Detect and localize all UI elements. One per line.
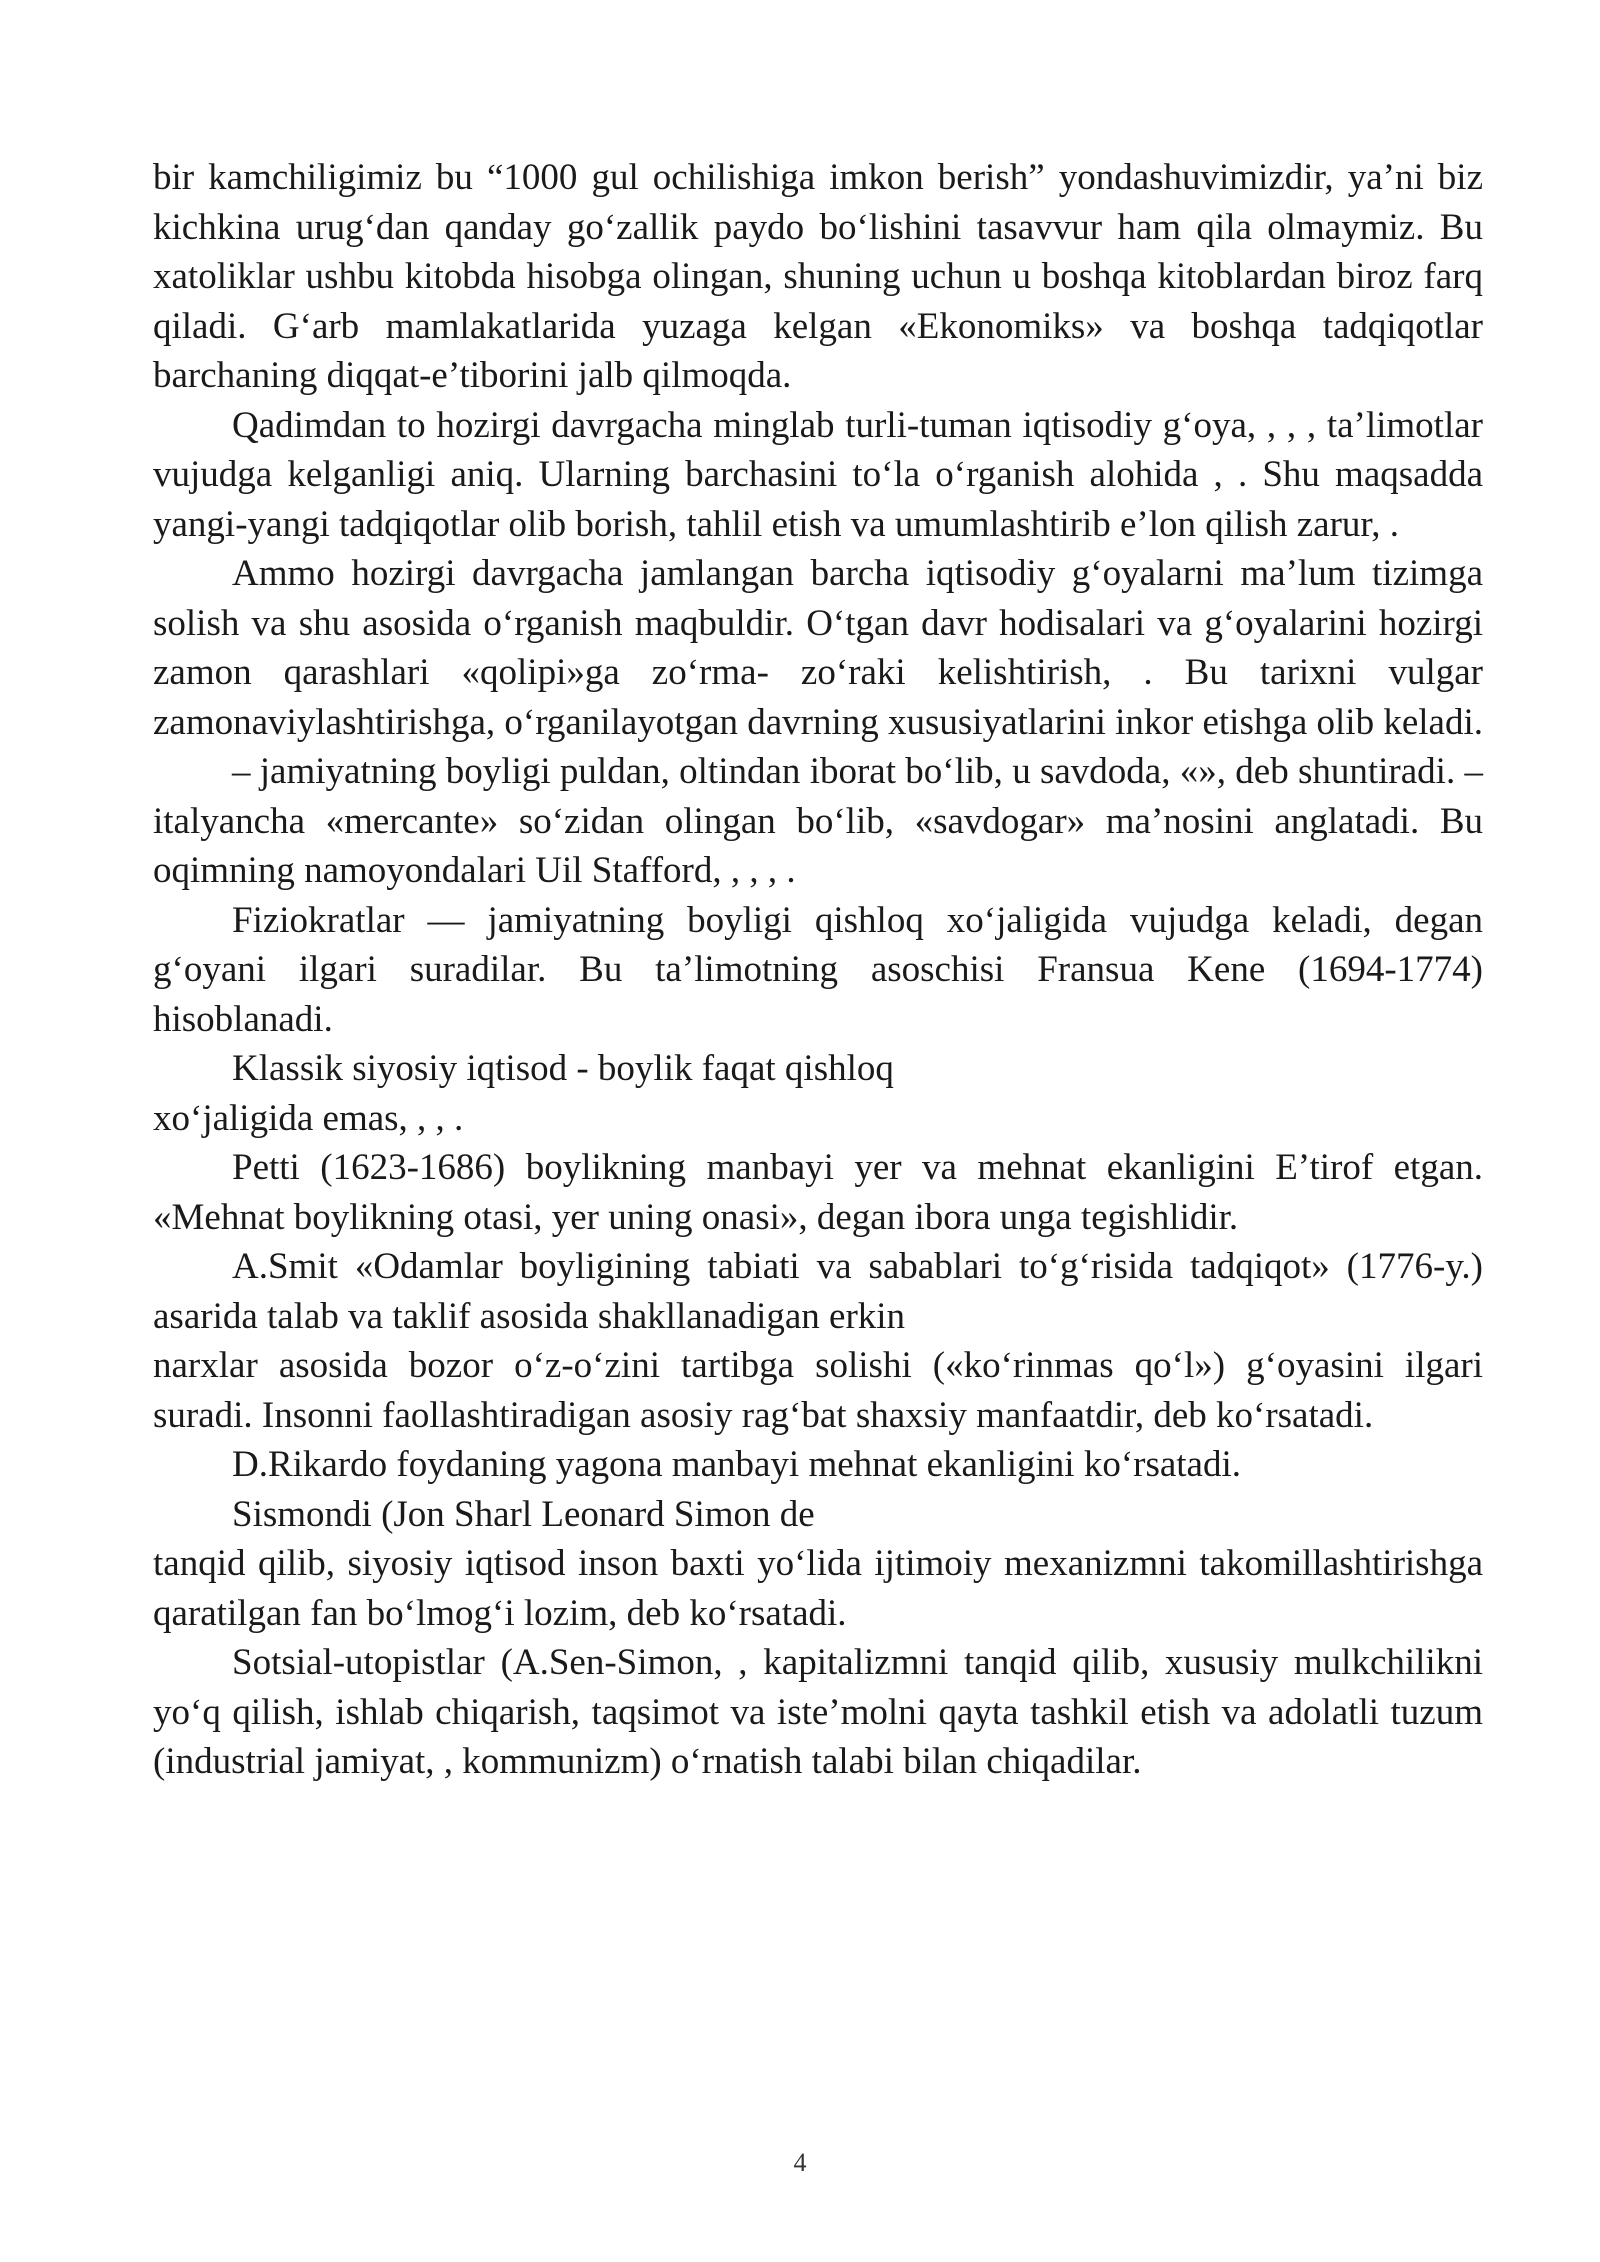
paragraph: narxlar asosida bozor o‘z-o‘zini tartibga solishi («ko‘rinmas qo‘l») g‘oyasini ilgari suradi. Insonni faollashtiradigan asosiy rag‘bat shaxsiy manfaatdir, deb ko‘rsatadi. (153, 1345, 1483, 1436)
document-body (153, 153, 1483, 1787)
paragraph: Fiziokratlar — jamiyatning boyligi qishloq xo‘jaligida vujudga keladi, degan g‘oyani ilgari suradilar. Bu ta’limotning asoschisi Fransua Kene (1694-1774) hisoblanadi. (153, 899, 1483, 1040)
paragraph: – jamiyatning boyligi puldan, oltindan iborat bo‘lib, u savdoda, «», deb shuntiradi. – italyancha «mercante» so‘zidan olingan bo‘lib, «savdogar» ma’nosini anglatadi. Bu oqimning namoyondalari Uil Stafford, , , , . (153, 751, 1483, 891)
paragraph: Sismondi (Jon Sharl Leonard Simon de (232, 1493, 815, 1535)
paragraph: Petti (1623-1686) boylikning manbayi yer va mehnat ekanligini E’tirof etgan. «Mehnat boylikning otasi, yer uning onasi», degan ibora unga tegishlidir. (153, 1147, 1483, 1238)
paragraph: xo‘jaligida emas, , , . (153, 1097, 464, 1139)
paragraph: Sotsial-utopistlar (A.Sen-Simon, , kapitalizmni tanqid qilib, xususiy mulkchilikni yo‘q qilish, ishlab chiqarish, taqsimot va iste’molni qayta tashkil etish va adolatli tuzum (industrial jamiyat, , kommunizm) o‘rnatish talabi bilan chiqadilar. (153, 1642, 1483, 1782)
paragraph: tanqid qilib, siyosiy iqtisod inson baxti yo‘lida ijtimoiy mexanizmni takomillashtirishga qaratilgan fan bo‘lmog‘i lozim, deb ko‘rsatadi. (153, 1543, 1483, 1634)
paragraph: A.Smit «Odamlar boyligining tabiati va sabablari to‘g‘risida tadqiqot» (1776-y.) asarida talab va taklif asosida shakllanadigan erkin (153, 1246, 1483, 1337)
paragraph: Qadimdan to hozirgi davrgacha minglab turli-tuman iqtisodiy g‘oya, , , , ta’limotlar vujudga kelganligi aniq. Ularning barchasini to‘la o‘rganish alohida , . Shu maqsadda yangi-yangi tadqiqotlar olib borish, tahlil etish va umumlashtirib e’lon qilish zarur, . (153, 404, 1483, 545)
paragraph: Ammo hozirgi davrgacha jamlangan barcha iqtisodiy g‘oyalarni ma’lum tizimga solish va shu asosida o‘rganish maqbuldir. O‘tgan davr hodisalari va g‘oyalarini hozirgi zamon qarashlari «qolipi»ga zo‘rma- zo‘raki kelishtirish, . Bu tarixni vulgar zamonaviylashtirishga, o‘rganilayotgan davrning xususiyatlarini inkor etishga olib keladi. (153, 553, 1483, 743)
page-number: 4 (793, 2148, 807, 2177)
paragraph: D.Rikardo foydaning yagona manbayi mehnat ekanligini ko‘rsatadi. (232, 1444, 1242, 1485)
paragraph: bir kamchiligimiz bu “1000 gul ochilishiga imkon berish” yondashuvimizdir, ya’ni biz kichkina urug‘dan qanday go‘zallik paydo bo‘lishini tasavvur ham qila olmaymiz. Bu xatoliklar ushbu kitobda hisobga olingan, shuning uchun u boshqa kitoblardan biroz farq qiladi. G‘arb mamlakatlarida yuzaga kelgan «Ekonomiks» va boshqa tadqiqotlar barchaning diqqat-e’tiborini jalb qilmoqda. (153, 157, 1483, 396)
paragraph: Klassik siyosiy iqtisod - boylik faqat qishloq (232, 1048, 894, 1089)
